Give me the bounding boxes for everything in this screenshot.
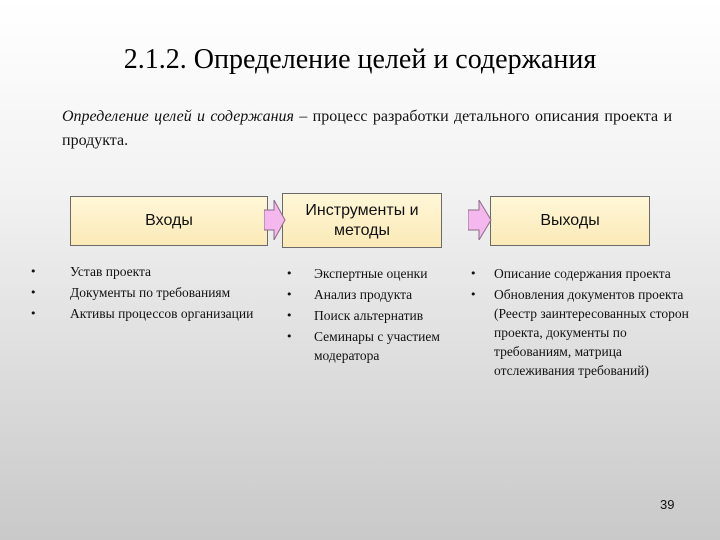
list-item: • Анализ продукта	[286, 287, 413, 302]
inputs-box	[70, 196, 268, 246]
inputs-list	[30, 262, 270, 325]
list-item: • Описание содержания проекта	[470, 266, 671, 281]
list-item: • Устав проекта	[30, 264, 152, 279]
list-item: • Семинары с участием модератора	[286, 329, 440, 363]
list-item: • Документы по требованиям	[30, 285, 231, 300]
bullet-icon: •	[470, 288, 477, 301]
definition-rest: – процесс разработки детального описания проекта и продукта.	[62, 108, 673, 149]
right-arrow-icon	[264, 200, 286, 240]
outputs-box	[490, 196, 650, 246]
bullet-icon: •	[30, 307, 37, 320]
outputs-box-label: Выходы	[540, 212, 600, 229]
list-item: • Экспертные оценки	[286, 266, 428, 281]
definition-text	[62, 105, 672, 153]
bullet-icon: •	[30, 286, 37, 299]
list-item: • Обновления документов проекта (Реестр заинтересованных сторон проекта, документы по требованиям, матрица отслеживания требований)	[470, 287, 689, 378]
definition-term: Определение целей и содержания	[62, 108, 294, 125]
bullet-icon: •	[470, 267, 477, 280]
page-number: 39	[660, 497, 675, 512]
inputs-box-label: Входы	[145, 212, 193, 229]
slide-title: 2.1.2. Определение целей и содержания	[123, 44, 597, 75]
bullet-icon: •	[30, 265, 37, 278]
bullet-icon: •	[286, 309, 293, 322]
tools-list	[286, 264, 442, 367]
bullet-icon: •	[286, 288, 293, 301]
list-item: • Активы процессов организации	[30, 306, 254, 321]
bullet-icon: •	[286, 267, 293, 280]
right-arrow-icon	[468, 200, 492, 240]
tools-box	[282, 193, 442, 248]
tools-box-label: Инструменты и методы	[305, 201, 419, 239]
list-item: • Поиск альтернатив	[286, 308, 424, 323]
bullet-icon: •	[286, 330, 293, 343]
outputs-list	[470, 264, 694, 382]
